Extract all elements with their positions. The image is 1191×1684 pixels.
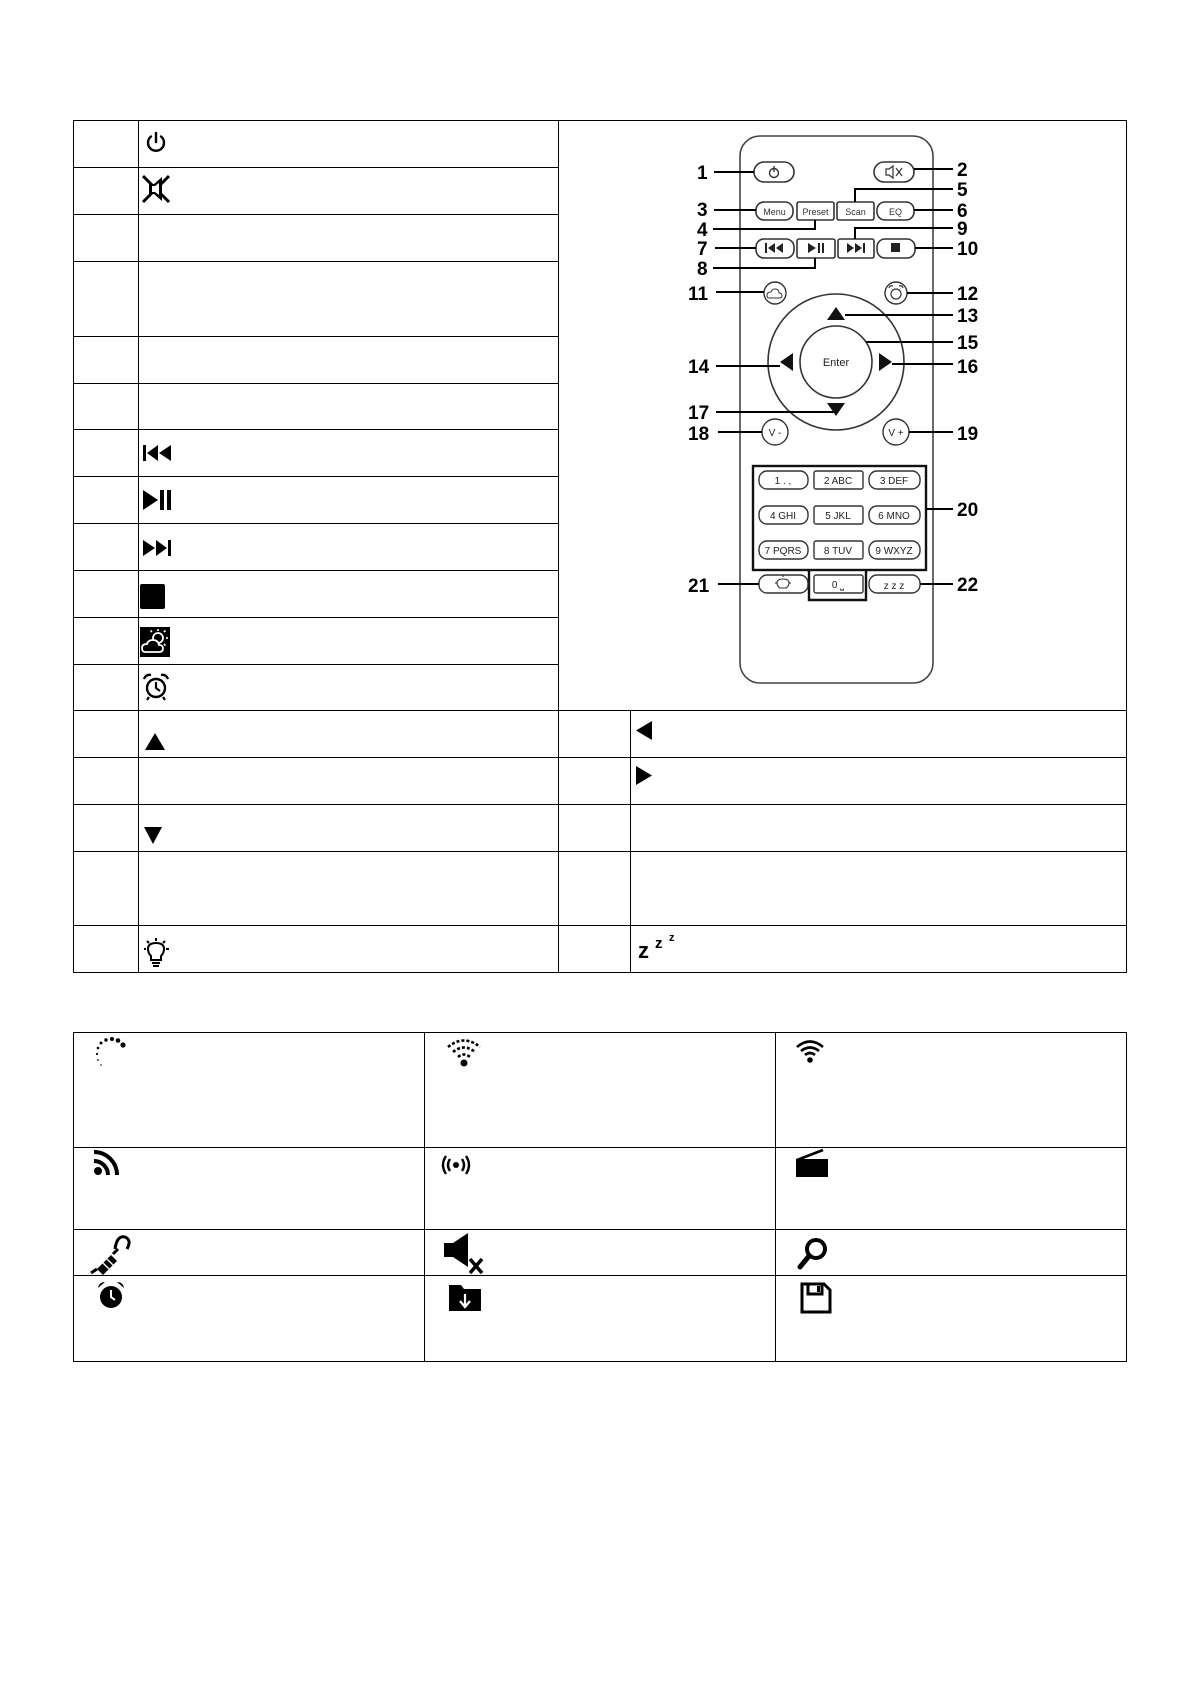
alarm-icon bbox=[96, 1280, 126, 1310]
power-icon bbox=[144, 131, 168, 155]
callout-13: 13 bbox=[957, 306, 979, 327]
left-arrow-icon bbox=[636, 721, 652, 740]
stop-icon bbox=[140, 584, 165, 609]
svg-text:0 ⎵: 0 ⎵ bbox=[831, 580, 845, 591]
light-icon bbox=[142, 938, 170, 968]
remote-alarm-button[interactable] bbox=[885, 282, 907, 304]
search-icon bbox=[797, 1236, 829, 1270]
callout-14: 14 bbox=[688, 357, 710, 378]
remote-light-button[interactable] bbox=[759, 575, 808, 593]
folder-download-icon bbox=[449, 1283, 481, 1311]
save-icon bbox=[800, 1282, 832, 1314]
callout-19: 19 bbox=[957, 424, 979, 445]
callout-9: 9 bbox=[957, 219, 968, 240]
callout-21: 21 bbox=[688, 576, 710, 597]
callout-16: 16 bbox=[957, 357, 979, 378]
remote-eq-label: EQ bbox=[888, 207, 903, 217]
callout-6: 6 bbox=[957, 201, 968, 222]
loading-spinner-icon bbox=[93, 1036, 129, 1070]
svg-text:8 TUV: 8 TUV bbox=[823, 546, 853, 557]
remote-enter-label[interactable]: Enter bbox=[822, 357, 850, 369]
sleep-icon bbox=[636, 932, 686, 960]
callout-5: 5 bbox=[957, 180, 968, 201]
remote-scan-label: Scan bbox=[845, 207, 866, 217]
svg-text:7 PQRS: 7 PQRS bbox=[764, 546, 802, 557]
callout-17: 17 bbox=[688, 403, 710, 424]
svg-text:3 DEF: 3 DEF bbox=[879, 476, 909, 487]
weather-icon bbox=[140, 627, 170, 657]
remote-weather-button[interactable] bbox=[764, 282, 786, 304]
callout-11: 11 bbox=[688, 284, 709, 305]
podcast-icon bbox=[93, 1150, 119, 1176]
remote-preset-label: Preset bbox=[802, 207, 829, 217]
remote-vol-up-label: V + bbox=[888, 428, 904, 439]
svg-text:2 ABC: 2 ABC bbox=[823, 476, 853, 487]
remote-play-button[interactable] bbox=[797, 239, 835, 258]
remote-power-button[interactable] bbox=[754, 162, 794, 182]
callout-12: 12 bbox=[957, 284, 979, 305]
callout-3: 3 bbox=[697, 200, 708, 221]
play-pause-icon bbox=[143, 490, 172, 510]
callout-22: 22 bbox=[957, 575, 979, 596]
callout-8: 8 bbox=[697, 259, 708, 280]
callout-18: 18 bbox=[688, 424, 710, 445]
remote-left-arrow bbox=[780, 353, 793, 371]
right-arrow-icon bbox=[636, 766, 652, 785]
svg-text:z z z: z z z bbox=[883, 581, 905, 592]
callout-10: 10 bbox=[957, 239, 979, 260]
svg-text:5 JKL: 5 JKL bbox=[825, 511, 851, 522]
svg-text:9 WXYZ: 9 WXYZ bbox=[875, 546, 913, 557]
remote-up-arrow bbox=[827, 307, 845, 320]
svg-text:6 MNO: 6 MNO bbox=[878, 511, 910, 522]
svg-text:z: z bbox=[638, 938, 649, 960]
prev-track-icon bbox=[143, 444, 172, 462]
up-arrow-icon bbox=[145, 733, 165, 750]
svg-text:1 . ,: 1 . , bbox=[774, 476, 792, 487]
callout-7: 7 bbox=[697, 239, 708, 260]
speaker-mute-icon bbox=[444, 1233, 486, 1275]
svg-text:4 GHI: 4 GHI bbox=[769, 511, 797, 522]
wifi-weak-icon bbox=[446, 1038, 482, 1068]
remote-right-arrow bbox=[879, 353, 892, 371]
radio-icon bbox=[795, 1148, 829, 1178]
remote-menu-label: Menu bbox=[763, 207, 786, 217]
broadcast-icon bbox=[441, 1155, 471, 1175]
remote-down-arrow bbox=[827, 403, 845, 416]
remote-diagram bbox=[560, 125, 1000, 695]
callout-20: 20 bbox=[957, 500, 979, 521]
svg-text:z: z bbox=[669, 932, 675, 944]
remote-mute-button[interactable] bbox=[874, 162, 914, 182]
down-arrow-icon bbox=[144, 827, 162, 844]
callout-15: 15 bbox=[957, 333, 979, 354]
svg-text:z: z bbox=[655, 935, 663, 952]
next-track-icon bbox=[143, 539, 172, 557]
wifi-icon bbox=[795, 1038, 825, 1064]
alarm-clock-icon bbox=[143, 673, 169, 701]
mute-icon bbox=[140, 174, 172, 204]
aux-in-icon bbox=[89, 1233, 133, 1275]
callout-4: 4 bbox=[697, 220, 708, 241]
callout-1: 1 bbox=[697, 163, 708, 184]
callout-2: 2 bbox=[957, 160, 968, 181]
remote-vol-down-label: V - bbox=[768, 428, 782, 439]
